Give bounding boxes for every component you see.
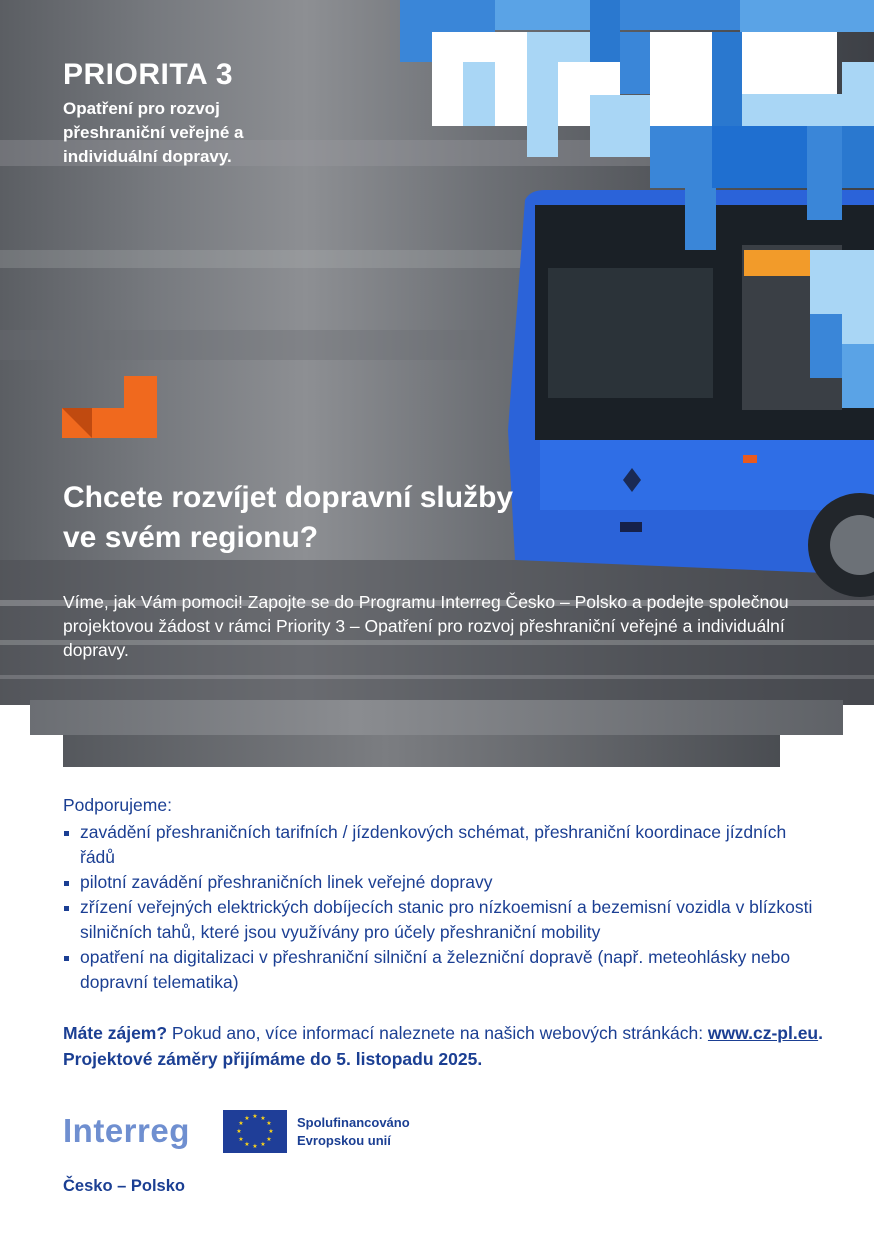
priority-title: PRIORITA 3	[63, 58, 234, 91]
contact-text: Pokud ano, více informací naleznete na našich webových stránkách:	[167, 1023, 708, 1043]
contact-lead: Máte zájem?	[63, 1023, 168, 1043]
support-item: zřízení veřejných elektrických dobíjecích stanic pro nízkoemisní a bezemisní vozidla v blízkosti silničních tahů, které jsou využívány pro účely přeshraniční mobility	[63, 895, 823, 945]
support-item: zavádění přeshraničních tarifních / jízdenkových schémat, přeshraniční koordinace jízdních řádů	[63, 820, 823, 870]
intro-paragraph: Víme, jak Vám pomoci! Zapojte se do Programu Interreg Česko – Polsko a podejte společnou projektovou žádost v rámci Priority 3 – Opatření pro rozvoj přeshraniční veřejné a individuální dopravy.	[63, 592, 789, 660]
contact-closing: . Projektové záměry přijímáme do 5. listopadu 2025.	[63, 1023, 823, 1069]
svg-text:★: ★	[244, 1115, 250, 1122]
program-region: Česko – Polsko	[63, 1177, 185, 1195]
svg-text:★: ★	[260, 1115, 266, 1122]
headline: Chcete rozvíjet dopravní služby ve svém regionu?	[63, 481, 514, 554]
eu-cofunding-text: Spolufinancováno Evropskou unií	[297, 1115, 410, 1148]
website-link[interactable]: www.cz-pl.eu	[707, 1023, 819, 1043]
contact-paragraph	[63, 1020, 823, 1072]
hero-edge-step-1	[30, 700, 843, 735]
hero-edge-step-2	[63, 735, 780, 767]
support-item: opatření na digitalizaci v přeshraniční silniční a železniční dopravě (např. meteohlásky nebo dopravní telematika)	[63, 945, 823, 995]
support-item: pilotní zavádění přeshraničních linek veřejné dopravy	[63, 870, 823, 895]
svg-text:★: ★	[238, 1120, 244, 1127]
priority-subtitle: Opatření pro rozvoj přeshraniční veřejné a individuální dopravy.	[63, 99, 244, 166]
support-heading: Podporujeme:	[63, 795, 172, 815]
eu-flag-icon	[223, 1110, 287, 1153]
svg-text:★: ★	[252, 1113, 258, 1120]
support-section	[63, 793, 823, 995]
svg-text:★: ★	[238, 1136, 244, 1143]
svg-text:★: ★	[252, 1143, 258, 1150]
support-list	[63, 820, 823, 995]
svg-text:★: ★	[268, 1128, 274, 1135]
svg-text:★: ★	[236, 1128, 242, 1135]
svg-text:★: ★	[244, 1141, 250, 1148]
svg-text:★: ★	[266, 1136, 272, 1143]
svg-text:★: ★	[260, 1141, 266, 1148]
svg-text:★: ★	[266, 1120, 272, 1127]
interreg-logo: Interreg	[63, 1112, 190, 1149]
orange-corner-mark	[62, 376, 157, 438]
